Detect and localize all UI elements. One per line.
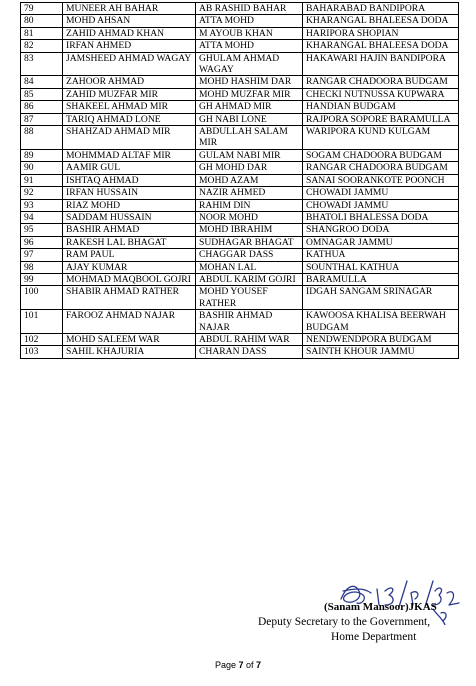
name-cell: IRFAN HUSSAIN	[63, 187, 196, 199]
name-cell: RAM PAUL	[63, 249, 196, 261]
address-cell: SOUNTHAL KATHUA	[303, 261, 459, 273]
father-name-cell: ABDUL RAHIM WAR	[196, 333, 303, 345]
name-cell: SAHIL KHAJURIA	[63, 346, 196, 358]
handwritten-signature	[333, 565, 463, 625]
father-name-cell: MOHD HASHIM DAR	[196, 76, 303, 88]
name-cell: MOHMAD MAQBOOL GOJRI	[63, 273, 196, 285]
father-name-cell: NOOR MOHD	[196, 211, 303, 223]
father-name-cell: GH NABI LONE	[196, 113, 303, 125]
father-name-cell: AB RASHID BAHAR	[196, 3, 303, 15]
serial-number-cell: 102	[21, 333, 63, 345]
serial-number-cell: 99	[21, 273, 63, 285]
address-cell: WARIPORA KUND KULGAM	[303, 126, 459, 150]
serial-number-cell: 81	[21, 27, 63, 39]
table-row	[21, 211, 459, 223]
table-row	[21, 249, 459, 261]
name-cell: ZAHOOR AHMAD	[63, 76, 196, 88]
father-name-cell: CHARAN DASS	[196, 346, 303, 358]
serial-number-cell: 93	[21, 199, 63, 211]
serial-number-cell: 100	[21, 286, 63, 310]
address-cell: OMNAGAR JAMMU	[303, 236, 459, 248]
name-cell: SADDAM HUSSAIN	[63, 211, 196, 223]
father-name-cell: GH MOHD DAR	[196, 162, 303, 174]
signatory-title: Deputy Secretary to the Government,	[258, 616, 431, 628]
address-cell: BARAMULLA	[303, 273, 459, 285]
father-name-cell: MOHAN LAL	[196, 261, 303, 273]
serial-number-cell: 92	[21, 187, 63, 199]
father-name-cell: ATTA MOHD	[196, 15, 303, 27]
total-pages: 7	[256, 660, 262, 670]
signatory-department: Home Department	[331, 631, 417, 643]
address-cell: CHOWADI JAMMU	[303, 199, 459, 211]
serial-number-cell: 85	[21, 88, 63, 100]
serial-number-cell: 80	[21, 15, 63, 27]
name-cell: SHAHZAD AHMAD MIR	[63, 126, 196, 150]
serial-number-cell: 83	[21, 52, 63, 76]
table-row	[21, 333, 459, 345]
serial-number-cell: 79	[21, 3, 63, 15]
serial-number-cell: 96	[21, 236, 63, 248]
name-cell: FAROOZ AHMAD NAJAR	[63, 310, 196, 334]
address-cell: NENDWENDPORA BUDGAM	[303, 333, 459, 345]
candidate-table	[20, 2, 459, 359]
father-name-cell: CHAGGAR DASS	[196, 249, 303, 261]
address-cell: KHARANGAL BHALEESA DODA	[303, 15, 459, 27]
current-page: 7	[238, 660, 244, 670]
address-cell: KATHUA	[303, 249, 459, 261]
serial-number-cell: 88	[21, 126, 63, 150]
name-cell: BASHIR AHMAD	[63, 224, 196, 236]
name-cell: JAMSHEED AHMAD WAGAY	[63, 52, 196, 76]
father-name-cell: MOHD YOUSEF RATHER	[196, 286, 303, 310]
table-row	[21, 174, 459, 186]
table-row	[21, 149, 459, 161]
address-cell: HAKAWARI HAJIN BANDIPORA	[303, 52, 459, 76]
serial-number-cell: 98	[21, 261, 63, 273]
table-row	[21, 40, 459, 52]
table-row	[21, 52, 459, 76]
name-cell: MOHD SALEEM WAR	[63, 333, 196, 345]
table-row	[21, 187, 459, 199]
address-cell: SOGAM CHADOORA BUDGAM	[303, 149, 459, 161]
table-row	[21, 101, 459, 113]
table-row	[21, 15, 459, 27]
father-name-cell: ABDULLAH SALAM MIR	[196, 126, 303, 150]
address-cell: RANGAR CHADOORA BUDGAM	[303, 76, 459, 88]
address-cell: BHATOLI BHALESSA DODA	[303, 211, 459, 223]
table-row	[21, 199, 459, 211]
table-row	[21, 27, 459, 39]
father-name-cell: ATTA MOHD	[196, 40, 303, 52]
address-cell: SHANGROO DODA	[303, 224, 459, 236]
serial-number-cell: 84	[21, 76, 63, 88]
serial-number-cell: 82	[21, 40, 63, 52]
table-row	[21, 224, 459, 236]
footer-middle: of	[243, 660, 257, 670]
name-cell: AJAY KUMAR	[63, 261, 196, 273]
serial-number-cell: 101	[21, 310, 63, 334]
serial-number-cell: 89	[21, 149, 63, 161]
father-name-cell: MOHD MUZFAR MIR	[196, 88, 303, 100]
father-name-cell: MOHD IBRAHIM	[196, 224, 303, 236]
serial-number-cell: 90	[21, 162, 63, 174]
address-cell: HARIPORA SHOPIAN	[303, 27, 459, 39]
address-cell: KHARANGAL BHALEESA DODA	[303, 40, 459, 52]
address-cell: SANAI SOORANKOTE POONCH	[303, 174, 459, 186]
father-name-cell: BASHIR AHMAD NAJAR	[196, 310, 303, 334]
table-row	[21, 113, 459, 125]
father-name-cell: RAHIM DIN	[196, 199, 303, 211]
name-cell: RIAZ MOHD	[63, 199, 196, 211]
address-cell: CHECKI NUTNUSSA KUPWARA	[303, 88, 459, 100]
table-row	[21, 126, 459, 150]
table-row	[21, 236, 459, 248]
name-cell: RAKESH LAL BHAGAT	[63, 236, 196, 248]
address-cell: CHOWADI JAMMU	[303, 187, 459, 199]
table-row	[21, 3, 459, 15]
signatory-name: (Sanam Mansoor)JKAS	[324, 601, 437, 613]
address-cell: HANDIAN BUDGAM	[303, 101, 459, 113]
name-cell: IRFAN AHMED	[63, 40, 196, 52]
serial-number-cell: 86	[21, 101, 63, 113]
name-cell: MUNEER AH BAHAR	[63, 3, 196, 15]
father-name-cell: ABDUL KARIM GOJRI	[196, 273, 303, 285]
name-cell: AAMIR GUL	[63, 162, 196, 174]
table-row	[21, 261, 459, 273]
address-cell: IDGAH SANGAM SRINAGAR	[303, 286, 459, 310]
table-row	[21, 273, 459, 285]
table-row	[21, 286, 459, 310]
address-cell: RAJPORA SOPORE BARAMULLA	[303, 113, 459, 125]
serial-number-cell: 95	[21, 224, 63, 236]
footer-prefix: Page	[214, 660, 239, 670]
name-cell: ZAHID MUZFAR MIR	[63, 88, 196, 100]
serial-number-cell: 87	[21, 113, 63, 125]
table-row	[21, 310, 459, 334]
father-name-cell: SUDHAGAR BHAGAT	[196, 236, 303, 248]
father-name-cell: M AYOUB KHAN	[196, 27, 303, 39]
table-body	[21, 3, 459, 359]
address-cell: SAINTH KHOUR JAMMU	[303, 346, 459, 358]
address-cell: BAHARABAD BANDIPORA	[303, 3, 459, 15]
name-cell: ISHTAQ AHMAD	[63, 174, 196, 186]
name-cell: SHAKEEL AHMAD MIR	[63, 101, 196, 113]
father-name-cell: NAZIR AHMED	[196, 187, 303, 199]
address-cell: RANGAR CHADOORA BUDGAM	[303, 162, 459, 174]
name-cell: MOHMMAD ALTAF MIR	[63, 149, 196, 161]
father-name-cell: GHULAM AHMAD WAGAY	[196, 52, 303, 76]
table-row	[21, 88, 459, 100]
name-cell: ZAHID AHMAD KHAN	[63, 27, 196, 39]
serial-number-cell: 97	[21, 249, 63, 261]
father-name-cell: MOHD AZAM	[196, 174, 303, 186]
serial-number-cell: 94	[21, 211, 63, 223]
name-cell: MOHD AHSAN	[63, 15, 196, 27]
name-cell: SHABIR AHMAD RATHER	[63, 286, 196, 310]
table-row	[21, 76, 459, 88]
father-name-cell: GH AHMAD MIR	[196, 101, 303, 113]
father-name-cell: GULAM NABI MIR	[196, 149, 303, 161]
serial-number-cell: 91	[21, 174, 63, 186]
serial-number-cell: 103	[21, 346, 63, 358]
table-row	[21, 162, 459, 174]
table-row	[21, 346, 459, 358]
address-cell: KAWOOSA KHALISA BEERWAH BUDGAM	[303, 310, 459, 334]
name-cell: TARIQ AHMAD LONE	[63, 113, 196, 125]
page-footer	[0, 660, 476, 670]
